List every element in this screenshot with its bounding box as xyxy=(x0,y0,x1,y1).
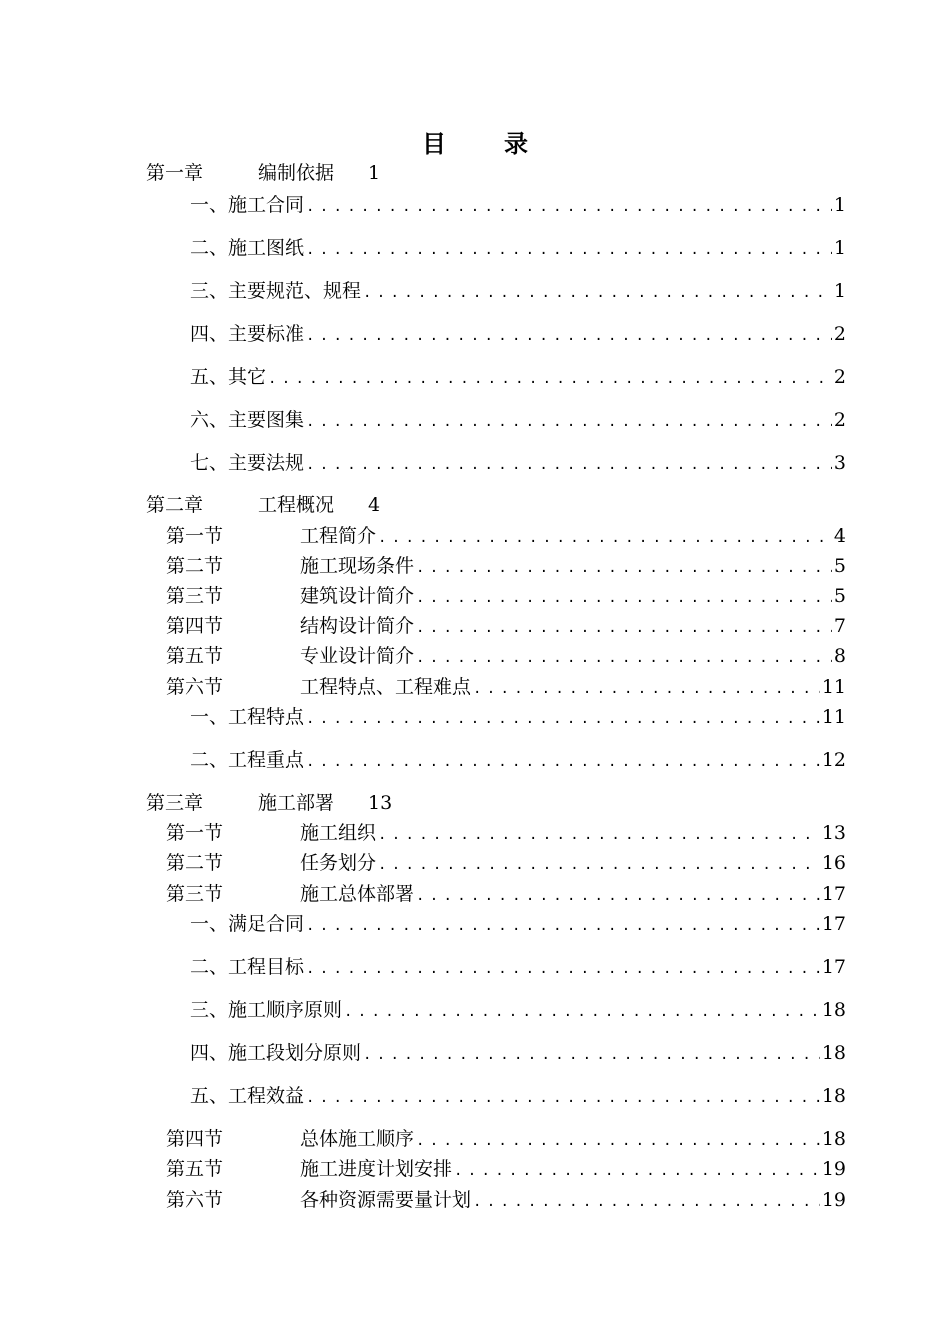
toc-dot-leader xyxy=(416,616,832,640)
toc-dot-leader xyxy=(306,453,832,477)
toc-section-entry[interactable] xyxy=(166,675,846,699)
toc-dot-leader xyxy=(416,556,832,580)
toc-entry-page: 1 xyxy=(833,237,846,259)
toc-entry-label: 各种资源需要量计划 xyxy=(300,1189,472,1211)
toc-entry[interactable] xyxy=(190,1041,846,1065)
toc-dot-leader xyxy=(306,195,832,219)
section-number: 第一节 xyxy=(166,525,224,547)
toc-entry[interactable] xyxy=(190,1084,846,1108)
toc-dot-leader xyxy=(363,1043,820,1067)
toc-entry-label: 施工现场条件 xyxy=(300,555,415,577)
toc-section-entry[interactable] xyxy=(166,584,846,608)
toc-entry-page: 19 xyxy=(821,1189,846,1211)
toc-dot-leader xyxy=(363,281,832,305)
title-char-2: 录 xyxy=(504,129,528,158)
toc-entry-page: 18 xyxy=(821,1042,846,1064)
toc-entry-page: 1 xyxy=(833,280,846,302)
toc-entry-label: 工程简介 xyxy=(300,525,377,547)
toc-entry-page: 2 xyxy=(833,323,846,345)
toc-section-entry[interactable] xyxy=(166,554,846,578)
toc-entry-page: 18 xyxy=(821,1128,846,1150)
toc-entry-page: 3 xyxy=(833,452,846,474)
chapter-heading[interactable] xyxy=(146,791,392,815)
toc-entry-label: 三、主要规范、规程 xyxy=(190,280,362,302)
toc-dot-leader xyxy=(268,367,832,391)
toc-entry[interactable] xyxy=(190,193,846,217)
toc-section-entry[interactable] xyxy=(166,1157,846,1181)
toc-entry-label: 六、主要图集 xyxy=(190,409,305,431)
toc-dot-leader xyxy=(306,238,832,262)
toc-section-entry[interactable] xyxy=(166,821,846,845)
toc-entry-label: 一、满足合同 xyxy=(190,913,305,935)
toc-entry-label: 七、主要法规 xyxy=(190,452,305,474)
toc-dot-leader xyxy=(378,853,820,877)
toc-dot-leader xyxy=(306,410,832,434)
toc-entry[interactable] xyxy=(190,912,846,936)
toc-entry[interactable] xyxy=(190,236,846,260)
chapter-number: 第三章 xyxy=(146,792,204,814)
toc-section-entry[interactable] xyxy=(166,524,846,548)
section-number: 第五节 xyxy=(166,645,224,667)
section-number: 第三节 xyxy=(166,585,224,607)
chapter-heading[interactable] xyxy=(146,161,380,185)
toc-entry-label: 四、主要标准 xyxy=(190,323,305,345)
toc-entry-page: 18 xyxy=(821,999,846,1021)
section-number: 第四节 xyxy=(166,1128,224,1150)
toc-section-entry[interactable] xyxy=(166,1188,846,1212)
chapter-number: 第二章 xyxy=(146,494,204,516)
toc-dot-leader xyxy=(306,957,820,981)
toc-entry-label: 四、施工段划分原则 xyxy=(190,1042,362,1064)
toc-entry[interactable] xyxy=(190,705,846,729)
toc-entry-label: 二、施工图纸 xyxy=(190,237,305,259)
toc-dot-leader xyxy=(306,324,832,348)
toc-dot-leader xyxy=(306,1086,820,1110)
toc-dot-leader xyxy=(416,646,832,670)
toc-entry-page: 11 xyxy=(821,676,846,698)
toc-dot-leader xyxy=(306,707,820,731)
toc-dot-leader xyxy=(416,1129,820,1153)
toc-entry-label: 工程特点、工程难点 xyxy=(300,676,472,698)
toc-entry-page: 17 xyxy=(821,913,846,935)
toc-entry-label: 五、其它 xyxy=(190,366,267,388)
toc-section-entry[interactable] xyxy=(166,882,846,906)
toc-entry-page: 5 xyxy=(833,555,846,577)
toc-entry-label: 二、工程目标 xyxy=(190,956,305,978)
toc-entry-label: 一、工程特点 xyxy=(190,706,305,728)
toc-entry-page: 13 xyxy=(821,822,846,844)
toc-entry-page: 18 xyxy=(821,1085,846,1107)
toc-entry-label: 施工组织 xyxy=(300,822,377,844)
toc-dot-leader xyxy=(378,526,832,550)
toc-entry-label: 专业设计简介 xyxy=(300,645,415,667)
toc-dot-leader xyxy=(344,1000,820,1024)
toc-entry-page: 12 xyxy=(821,749,846,771)
toc-entry[interactable] xyxy=(190,322,846,346)
toc-section-entry[interactable] xyxy=(166,644,846,668)
toc-entry-page: 4 xyxy=(833,525,846,547)
toc-entry-page: 2 xyxy=(833,366,846,388)
toc-dot-leader xyxy=(306,914,820,938)
page-title xyxy=(0,124,950,159)
chapter-page: 1 xyxy=(368,162,381,184)
toc-entry-page: 17 xyxy=(821,956,846,978)
toc-entry-label: 一、施工合同 xyxy=(190,194,305,216)
toc-entry-label: 三、施工顺序原则 xyxy=(190,999,343,1021)
toc-entry[interactable] xyxy=(190,408,846,432)
chapter-page: 4 xyxy=(368,494,381,516)
toc-entry-label: 施工总体部署 xyxy=(300,883,415,905)
section-number: 第四节 xyxy=(166,615,224,637)
toc-entry-label: 五、工程效益 xyxy=(190,1085,305,1107)
toc-dot-leader xyxy=(416,884,820,908)
toc-entry-label: 二、工程重点 xyxy=(190,749,305,771)
toc-section-entry[interactable] xyxy=(166,851,846,875)
toc-entry-label: 任务划分 xyxy=(300,852,377,874)
chapter-page: 13 xyxy=(368,792,393,814)
toc-dot-leader xyxy=(454,1159,820,1183)
chapter-number: 第一章 xyxy=(146,162,204,184)
toc-entry-page: 7 xyxy=(833,615,846,637)
toc-entry-label: 施工进度计划安排 xyxy=(300,1158,453,1180)
title-char-1: 目 xyxy=(422,129,446,158)
toc-section-entry[interactable] xyxy=(166,614,846,638)
section-number: 第三节 xyxy=(166,883,224,905)
toc-dot-leader xyxy=(306,750,820,774)
toc-entry[interactable] xyxy=(190,748,846,772)
section-number: 第二节 xyxy=(166,852,224,874)
toc-entry-page: 17 xyxy=(821,883,846,905)
toc-entry-page: 2 xyxy=(833,409,846,431)
toc-dot-leader xyxy=(473,677,820,701)
toc-dot-leader xyxy=(378,823,820,847)
chapter-title: 工程概况 xyxy=(258,494,335,516)
section-number: 第六节 xyxy=(166,676,224,698)
toc-entry-page: 5 xyxy=(833,585,846,607)
section-number: 第六节 xyxy=(166,1189,224,1211)
toc-entry-page: 16 xyxy=(821,852,846,874)
toc-entry-label: 总体施工顺序 xyxy=(300,1128,415,1150)
toc-entry-label: 建筑设计简介 xyxy=(300,585,415,607)
section-number: 第一节 xyxy=(166,822,224,844)
section-number: 第五节 xyxy=(166,1158,224,1180)
toc-entry-label: 结构设计简介 xyxy=(300,615,415,637)
toc-entry-page: 11 xyxy=(821,706,846,728)
chapter-heading[interactable] xyxy=(146,493,380,517)
toc-entry-page: 1 xyxy=(833,194,846,216)
toc-entry[interactable] xyxy=(190,998,846,1022)
chapter-title: 施工部署 xyxy=(258,792,335,814)
toc-dot-leader xyxy=(416,586,832,610)
section-number: 第二节 xyxy=(166,555,224,577)
toc-dot-leader xyxy=(473,1190,820,1214)
toc-entry[interactable] xyxy=(190,365,846,389)
toc-entry[interactable] xyxy=(190,955,846,979)
toc-entry-page: 8 xyxy=(833,645,846,667)
toc-entry[interactable] xyxy=(190,451,846,475)
toc-entry-page: 19 xyxy=(821,1158,846,1180)
toc-section-entry[interactable] xyxy=(166,1127,846,1151)
chapter-title: 编制依据 xyxy=(258,162,335,184)
toc-entry[interactable] xyxy=(190,279,846,303)
